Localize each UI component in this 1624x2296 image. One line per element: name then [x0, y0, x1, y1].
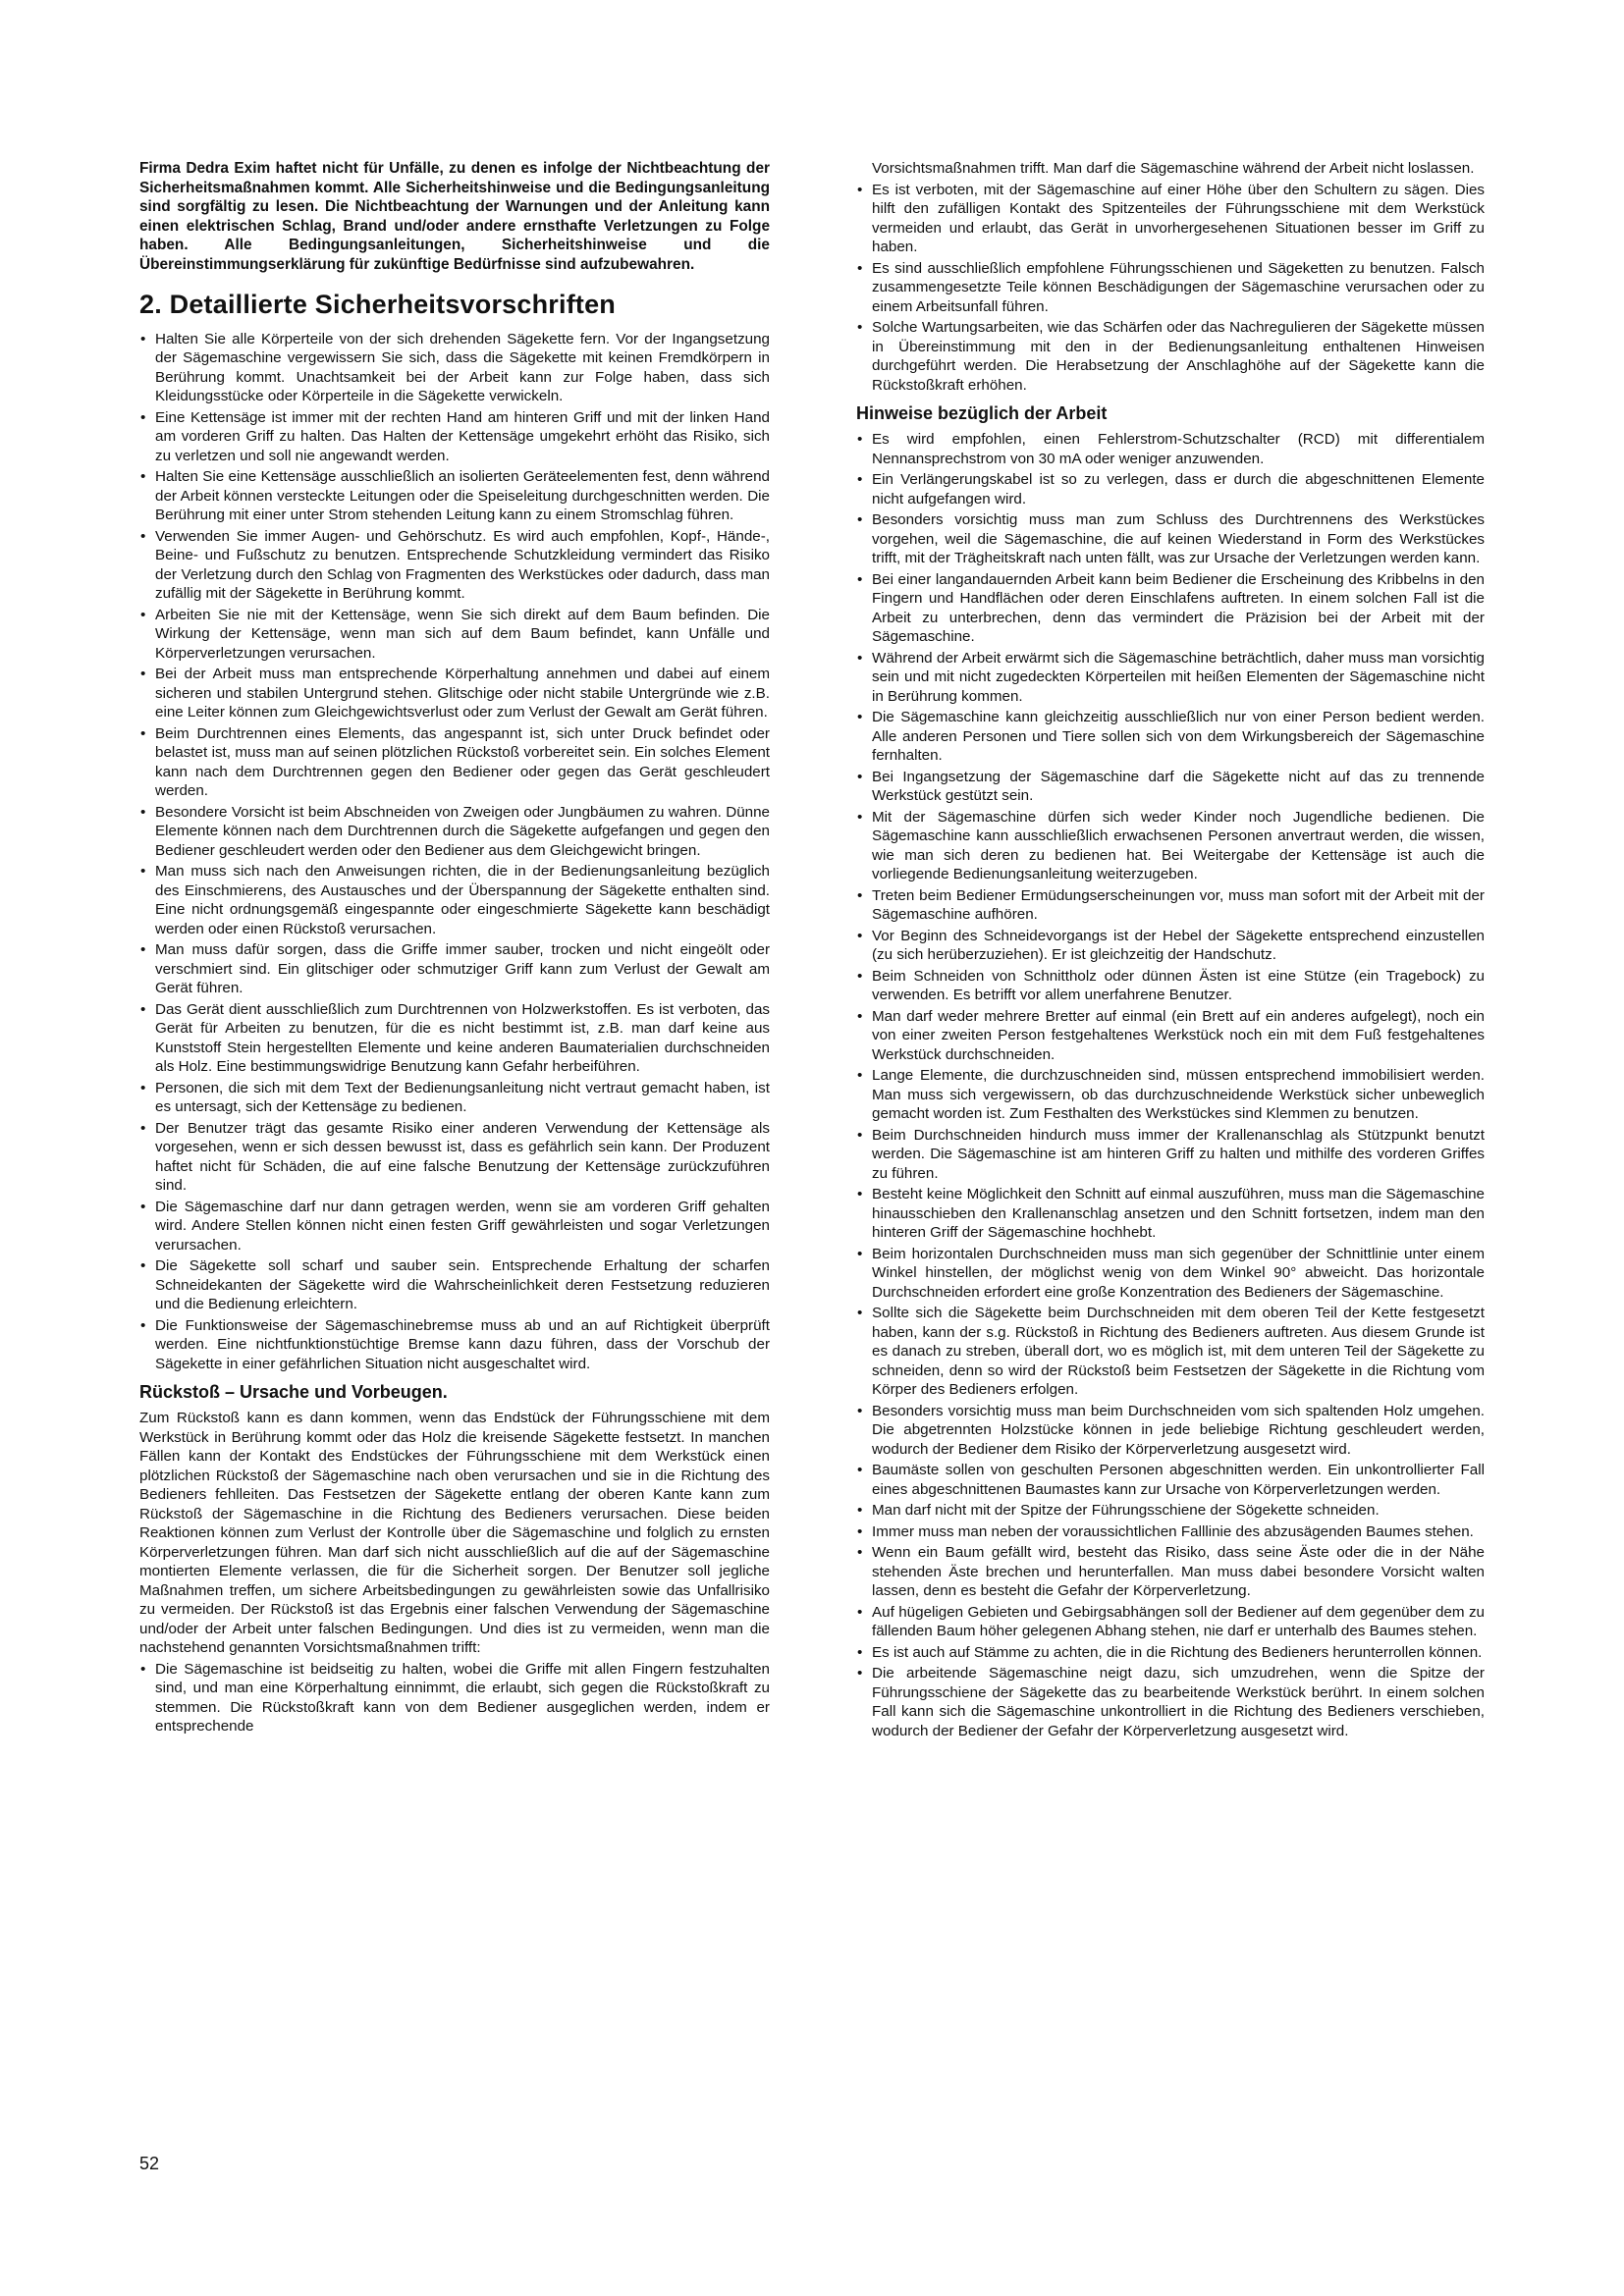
- list-item: • Es sind ausschließlich empfohlene Führungsschienen und Sägeketten zu benutzen. Falsch zusammengesetzte Teile können Beschädigungen der Sägemaschine verursachen oder zu einem Arbeitsunfall führen.: [856, 259, 1485, 317]
- list-item: • Beim Durchtrennen eines Elements, das angespannt ist, sich unter Druck befindet oder belastet ist, muss man auf seinen plötzlichen Rückstoß vorbereitet sein. Ein solches Element kann nach dem Durchtrennen gegen den Bediener oder gegen das Gerät geschleudert werden.: [139, 724, 770, 801]
- page-number: 52: [139, 2154, 160, 2173]
- list-item: • Es ist verboten, mit der Sägemaschine auf einer Höhe über den Schultern zu sägen. Dies hilft den zufälligen Kontakt des Spitzenteiles der Führungsschiene mit dem Werkstück vermeiden und erlaubt, das Gerät in unvorhergesehenen Situationen besser im Griff zu haben.: [856, 181, 1485, 257]
- list-item: • Halten Sie alle Körperteile von der sich drehenden Sägekette fern. Vor der Ingangsetzung der Sägemaschine vergewissern Sie sich, dass die Sägekette mit keinen Fremdkörpern in Berührung kommt. Unachtsamkeit bei der Arbeit kann zur Folge haben, dass sich Kleidungsstücke oder Körperteile in die Sägekette verwickeln.: [139, 330, 770, 406]
- kickback-precautions-list: [139, 1660, 770, 1736]
- continued-text: Vorsichtsmaßnahmen trifft. Man darf die Sägemaschine während der Arbeit nicht loslassen.: [872, 160, 1475, 177]
- list-item: • Lange Elemente, die durchzuschneiden sind, müssen entsprechend immobilisiert werden. Man muss sich vergewissern, ob das durchzuschneidende Werkstück sicher unbeweglich gemacht worden ist. Zum Festhalten des Werkstückes sind Klemmen zu benutzen.: [856, 1066, 1485, 1124]
- kickback-subheading: Rückstoß – Ursache und Vorbeugen.: [139, 1382, 448, 1403]
- list-item: • Personen, die sich mit dem Text der Bedienungsanleitung nicht vertraut gemacht haben, ist es untersagt, sich der Kettensäge zu bedienen.: [139, 1079, 770, 1117]
- safety-rules-list: [139, 330, 770, 1374]
- left-column: [139, 159, 770, 1738]
- list-item: • Beim horizontalen Durchschneiden muss man sich gegenüber der Schnittlinie unter einem Winkel hinstellen, der möglichst wenig von dem Winkel 90° abweicht. Das horizontale Durchschneiden erfordert eine große Konzentration des Bedieners der Sägemaschine.: [856, 1245, 1485, 1303]
- list-item: • Die Sägekette soll scharf und sauber sein. Entsprechende Erhaltung der scharfen Schneidekanten der Sägekette wird die Wahrscheinlichkeit deren Festsetzung reduzieren und die Bedienung erleichtern.: [139, 1256, 770, 1314]
- list-item: • Das Gerät dient ausschließlich zum Durchtrennen von Holzwerkstoffen. Es ist verboten, das Gerät für Arbeiten zu benutzen, für die es nicht bestimmt ist, z.B. man darf keine aus Kunststoff Stein hergestellten Elemente und keine anderen Baumaterialien durchschneiden als Holz. Eine bestimmungswidrige Benutzung kann Gefahr herbeiführen.: [139, 1000, 770, 1077]
- kickback-precautions-list-continued: [856, 181, 1485, 396]
- list-item: • Besonders vorsichtig muss man zum Schluss des Durchtrennens des Werkstückes vorgehen, weil die Sägemaschine, die auf keinen Wiederstand in Form des Werkstückes trifft, mit der Trägheitskraft nach unten fällt, was zur Ursache der Verletzungen werden kann.: [856, 510, 1485, 568]
- list-item: • Sollte sich die Sägekette beim Durchschneiden mit dem oberen Teil der Kette festgesetzt haben, kann der s.g. Rückstoß in Richtung des Bedieners auftreten. Aus diesem Grunde ist es danach zu streben, überall dort, wo es möglich ist, mit dem unteren Teil der Sägekette zu schneiden, denn so wird der Rückstoß beim Festsetzen der Sägekette in die Richtung vom Körper des Bedieners erfolgen.: [856, 1304, 1485, 1400]
- list-item: • Es ist auch auf Stämme zu achten, die in die Richtung des Bedieners herunterrollen können.: [856, 1643, 1485, 1663]
- list-item: • Besteht keine Möglichkeit den Schnitt auf einmal auszuführen, muss man die Sägemaschine hinausschieben den Krallenanschlag ansetzen und den Schnitt fortsetzen, indem man den hinteren Griff der Sägemaschine hochhebt.: [856, 1185, 1485, 1243]
- list-item: • Bei der Arbeit muss man entsprechende Körperhaltung annehmen und dabei auf einem sicheren und stabilen Untergrund stehen. Glitschige oder nicht stabile Untergründe wie z.B. eine Leiter können zum Gleichgewichtsverlust oder zum Verlust der Gewalt am Gerät führen.: [139, 665, 770, 722]
- list-item: • Man muss sich nach den Anweisungen richten, die in der Bedienungsanleitung bezüglich des Einschmierens, des Austausches und der Überspannung der Sägekette enthalten sind. Eine nicht ordnungsgemäß eingespannte oder eingeschmierte Sägekette kann beschädigt werden oder einen Rückstoß verursachen.: [139, 862, 770, 938]
- list-item: • Treten beim Bediener Ermüdungserscheinungen vor, muss man sofort mit der Arbeit mit der Sägemaschine aufhören.: [856, 886, 1485, 925]
- right-column: [856, 159, 1485, 1742]
- list-item: • Die Funktionsweise der Sägemaschinebremse muss ab und an auf Richtigkeit überprüft werden. Eine nichtfunktionstüchtige Bremse kann dazu führen, dass der Vorschub der Sägekette in einer gefährlichen Situation nicht ausgeschaltet wird.: [139, 1316, 770, 1374]
- list-item: • Verwenden Sie immer Augen- und Gehörschutz. Es wird auch empfohlen, Kopf-, Hände-, Beine- und Fußschutz zu benutzen. Entsprechende Schutzkleidung vermindert das Risiko der Verletzung durch den Schlag von Fragmenten des Werkstückes oder dadurch, dass man zufällig mit der Sägekette in Berührung kommt.: [139, 527, 770, 604]
- work-notes-list: [856, 430, 1485, 1740]
- list-item: • Eine Kettensäge ist immer mit der rechten Hand am hinteren Griff und mit der linken Hand am vorderen Griff zu halten. Das Halten der Kettensäge umgekehrt erhöht das Risiko, sich zu verletzen und soll nie angewandt werden.: [139, 408, 770, 466]
- liability-notice: Firma Dedra Exim haftet nicht für Unfälle, zu denen es infolge der Nichtbeachtung der Sicherheitsmaßnahmen kommt. Alle Sicherheitshinweise und die Bedingungsanleitung sind sorgfältig zu lesen. Die Nichtbeachtung der Warnungen und der Anleitung kann einen elektrischen Schlag, Brand und/oder andere ernsthafte Verletzungen zu Folge haben. Alle Bedingungsanleitungen, Sicherheitshinweise und die Übereinstimmungserklärung für zukünftige Bedürfnisse sind aufzubewahren.: [139, 160, 770, 273]
- list-item: • Die arbeitende Sägemaschine neigt dazu, sich umzudrehen, wenn die Spitze der Führungsschiene der Sägekette das zu bearbeitende Werkstück berührt. In einem solchen Fall kann sich die Sägemaschine unkontrolliert in die Richtung des Bedieners verschieben, wodurch der Bediener der Gefahr der Körperverletzung ausgesetzt wird.: [856, 1664, 1485, 1740]
- list-item: • Man darf nicht mit der Spitze der Führungsschiene der Sögekette schneiden.: [856, 1501, 1485, 1521]
- list-item: • Mit der Sägemaschine dürfen sich weder Kinder noch Jugendliche bedienen. Die Sägemaschine kann ausschließlich erwachsenen Personen anvertraut werden, die wissen, wie man sich deren zu bedienen hat. Bei Weitergabe der Kettensäge ist auch die vorliegende Bedienungsanleitung weiterzugeben.: [856, 808, 1485, 884]
- list-item: • Beim Schneiden von Schnittholz oder dünnen Ästen ist eine Stütze (ein Tragebock) zu verwenden. Es betrifft vor allem unerfahrene Benutzer.: [856, 967, 1485, 1005]
- list-item: • Man darf weder mehrere Bretter auf einmal (ein Brett auf ein anderes aufgelegt), noch ein von einer zweiten Person festgehaltenes Werkstück noch ein mit dem Fuß festgehaltenes Werkstück durchschneiden.: [856, 1007, 1485, 1065]
- list-item: • Der Benutzer trägt das gesamte Risiko einer anderen Verwendung der Kettensäge als vorgesehen, wenn er sich dessen bewusst ist, dass es gefährlich sein kann. Der Produzent haftet nicht für Schäden, die auf eine falsche Benutzung der Kettensäge zurückzuführen sind.: [139, 1119, 770, 1196]
- list-item: • Bei Ingangsetzung der Sägemaschine darf die Sägekette nicht auf das zu trennende Werkstück gestützt sein.: [856, 768, 1485, 806]
- list-item: • Es wird empfohlen, einen Fehlerstrom-Schutzschalter (RCD) mit differentialem Nennansprechstrom von 30 mA oder weniger anzuwenden.: [856, 430, 1485, 468]
- list-item: • Besondere Vorsicht ist beim Abschneiden von Zweigen oder Jungbäumen zu wahren. Dünne Elemente können nach dem Durchtrennen durch die Sägekette aufgefangen und gegen den Bediener geschleudert werden oder den Bediener aus dem Gleichgewicht bringen.: [139, 803, 770, 861]
- list-item: • Arbeiten Sie nie mit der Kettensäge, wenn Sie sich direkt auf dem Baum befinden. Die Wirkung der Kettensäge, wenn man sich auf dem Baum befindet, kann Unfälle und Körperverletzungen verursachen.: [139, 606, 770, 664]
- list-item: • Bei einer langandauernden Arbeit kann beim Bediener die Erscheinung des Kribbelns in den Fingern und Handflächen oder deren Einschlafens auftreten. In einem solchen Fall ist die Arbeit zu unterbrechen, denn das vermindert die Präzision bei der Arbeit mit der Sägemaschine.: [856, 570, 1485, 647]
- list-item: • Wenn ein Baum gefällt wird, besteht das Risiko, dass seine Äste oder die in der Nähe stehenden Äste brechen und herunterfallen. Man muss dabei besondere Vorsicht walten lassen, denn es besteht die Gefahr der Körperverletzung.: [856, 1543, 1485, 1601]
- list-item: • Baumäste sollen von geschulten Personen abgeschnitten werden. Ein unkontrollierter Fall eines abgeschnittenen Baumastes kann zur Ursache von Körperverletzungen werden.: [856, 1461, 1485, 1499]
- kickback-paragraph: Zum Rückstoß kann es dann kommen, wenn das Endstück der Führungsschiene mit dem Werkstück in Berührung kommt oder das Holz die kreisende Sägekette festsetzt. In manchen Fällen kann der Kontakt des Endstückes der Führungsschiene mit dem Werkstück einen plötzlichen Rückstoß der Sägemaschine nach oben verursachen und sie in die Richtung des Bedieners fehlleiten. Das Festsetzen der Sägekette entlang der oberen Kante kann zum Rückstoß der Sägemaschine in die Richtung des Bedieners verursachen. Diese beiden Reaktionen können zum Verlust der Kontrolle über die Sägemaschine und folglich zu ernsten Körperverletzungen führen. Man darf sich nicht ausschließlich auf die auf der Sägemaschine montierten Elemente verlassen, die für die Sicherheit sorgen. Der Benutzer soll jegliche Maßnahmen treffen, um sichere Arbeitsbedingungen zu gewährleisten sowie das Unfallrisiko zu vermeiden. Der Rückstoß ist das Ergebnis einer falschen Verwendung der Sägemaschine und/oder der Arbeit unter falschen Bedingungen. Und dies ist zu vermeiden, wenn man die nachstehend genannten Vorsichtsmaßnahmen trifft:: [139, 1410, 770, 1657]
- list-item: • Halten Sie eine Kettensäge ausschließlich an isolierten Geräteelementen fest, denn während der Arbeit können versteckte Leitungen oder die Speiseleitung durchgeschnitten werden. Die Berührung mit einer unter Strom stehenden Leitung kann zu einem Stromschlag führen.: [139, 467, 770, 525]
- list-item: • Solche Wartungsarbeiten, wie das Schärfen oder das Nachregulieren der Sägekette müssen in Übereinstimmung mit den in der Bedienungsanleitung enthaltenen Hinweisen durchgeführt werden. Die Herabsetzung der Anschlaghöhe auf der Sägekette kann die Rückstoßkraft erhöhen.: [856, 318, 1485, 395]
- list-item: • Besonders vorsichtig muss man beim Durchschneiden vom sich spaltenden Holz umgehen. Die abgetrennten Holzstücke können in jede beliebige Richtung geschleudert werden, wodurch der Bediener dem Risiko der Körperverletzung ausgesetzt wird.: [856, 1402, 1485, 1460]
- list-item: • Man muss dafür sorgen, dass die Griffe immer sauber, trocken und nicht eingeölt oder verschmiert sind. Ein glitschiger oder schmutziger Griff kann zum Verlust der Gewalt am Gerät führen.: [139, 940, 770, 998]
- list-item: • Auf hügeligen Gebieten und Gebirgsabhängen soll der Bediener auf dem gegenüber dem zu fällenden Baum höher gelegenen Abhang stehen, nie darf er unterhalb des Baumes stehen.: [856, 1603, 1485, 1641]
- list-item: • Ein Verlängerungskabel ist so zu verlegen, dass er durch die abgeschnittenen Elemente nicht aufgefangen wird.: [856, 470, 1485, 508]
- list-item: • Immer muss man neben der voraussichtlichen Falllinie des abzusägenden Baumes stehen.: [856, 1522, 1485, 1542]
- section-heading: 2. Detaillierte Sicherheitsvorschriften: [139, 289, 616, 319]
- list-item: • Die Sägemaschine kann gleichzeitig ausschließlich nur von einer Person bedient werden. Alle anderen Personen und Tiere sollen sich von dem Wirkungsbereich der Sägemaschine fernhalten.: [856, 708, 1485, 766]
- work-notes-subheading: Hinweise bezüglich der Arbeit: [856, 403, 1108, 423]
- list-item: • Die Sägemaschine darf nur dann getragen werden, wenn sie am vorderen Griff gehalten wird. Andere Stellen können nicht einen festen Griff gewährleisten und sogar Verletzungen verursachen.: [139, 1198, 770, 1255]
- list-item: • Vor Beginn des Schneidevorgangs ist der Hebel der Sägekette entsprechend einzustellen (zu sich herüberzuziehen). Er ist gleichzeitig der Handschutz.: [856, 927, 1485, 965]
- list-item: • Die Sägemaschine ist beidseitig zu halten, wobei die Griffe mit allen Fingern festzuhalten sind, und man eine Körperhaltung einnimmt, die erlaubt, sich gegen die Rückstoßkraft zu stemmen. Die Rückstoßkraft kann von dem Bediener ausgeglichen werden, indem er entsprechende: [139, 1660, 770, 1736]
- list-item: • Während der Arbeit erwärmt sich die Sägemaschine beträchtlich, daher muss man vorsichtig sein und mit nicht zugedeckten Körperteilen mit heißen Elementen der Sägemaschine nicht in Berührung kommen.: [856, 649, 1485, 707]
- list-item: • Beim Durchschneiden hindurch muss immer der Krallenanschlag als Stützpunkt benutzt werden. Die Sägemaschine ist am hinteren Griff zu halten und mithilfe des vorderen Griffes zu führen.: [856, 1126, 1485, 1184]
